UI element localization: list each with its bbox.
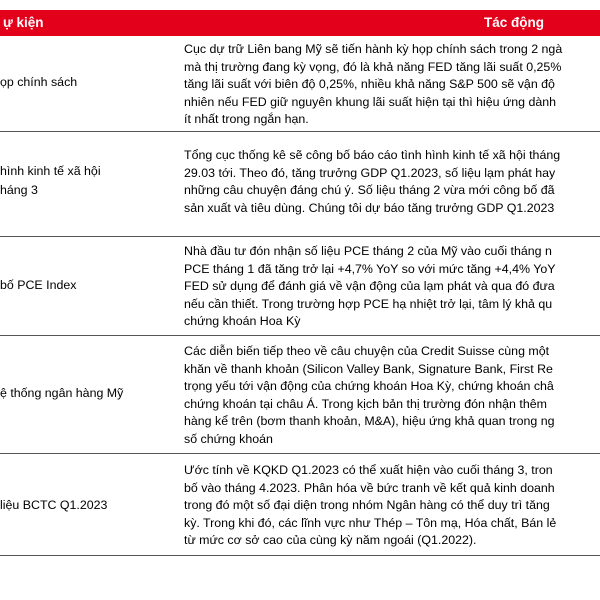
impact-text: khăn về thanh khoản (Silicon Valley Bank, Signature Bank, First Re [184,361,553,376]
impact-text: số chứng khoán [184,431,273,446]
header-impact-label: Tác động [484,15,544,30]
table-row [0,454,600,556]
impact-text: chứng khoán Hoa Kỳ [184,314,301,329]
impact-text: PCE tháng 1 đã tăng trở lại +4,7% YoY so với mức tăng +4,4% YoY [184,261,556,276]
impact-text: nếu cần thiết. Trong trường hợp PCE hạ nhiệt trở lại, tâm lý khả qu [184,296,553,311]
impact-text: trọng yếu tới vận động của chứng khoán Hoa Kỳ, chứng khoán châ [184,379,554,394]
impact-text: nhiên nếu FED giữ nguyên khung lãi suất hiện tại thì hiệu ứng dành [184,94,557,109]
impact-text: Nhà đầu tư đón nhận số liệu PCE tháng 2 của Mỹ vào cuối tháng n [184,244,552,258]
table-row [0,237,600,336]
impact-text: từ mức cơ sở cao của cùng kỳ năm ngoái (Q1.2022). [184,533,477,548]
impact-text: sản xuất và tiêu dùng. Chúng tôi dự báo tăng trưởng GDP Q1.2023 [184,200,555,215]
impact-text: Tổng cục thống kê sẽ công bố báo cáo tình hình kinh tế xã hội tháng [184,148,561,162]
impact-cell [184,462,600,550]
impact-text: chứng khoán tại châu Á. Trong kịch bản thị trường đón nhận thêm [184,396,547,411]
impact-text: Cục dự trữ Liên bang Mỹ sẽ tiến hành kỳ họp chính sách trong 2 ngà [184,42,563,56]
table-row [0,336,600,454]
impact-text: tăng lãi suất với biên độ 0,25%, nhiều khả năng S&P 500 sẽ vận độ [184,77,555,92]
impact-cell [184,147,600,217]
impact-cell [184,343,600,449]
table-header [0,10,600,36]
impact-text: 29.03 tới. Theo đó, tăng trưởng GDP Q1.2023, số liệu lạm phát hay [184,165,556,180]
impact-text: trong đó một số đại diện trong nhóm Ngân hàng có thể duy trì tăng [184,498,550,513]
impact-text: Các diễn biến tiếp theo về câu chuyện của Credit Suisse cùng một [184,344,550,358]
event-text: háng 3 [0,183,38,197]
event-cell [0,384,175,403]
event-text: ọp chính sách [0,75,78,89]
impact-text: mà thị trường đang kỳ vọng, đó là khả năng FED tăng lãi suất 0,25% [184,59,562,74]
impact-text: kỳ. Trong khi đó, các lĩnh vực như Thép – Tôn mạ, Hóa chất, Bán lẻ [184,515,557,530]
event-text: bố PCE Index [0,278,77,292]
event-cell [0,496,175,515]
impact-text: hàng kể trên (bơm thanh khoản, M&A), hiệu ứng khả quan trong ng [184,414,555,429]
impact-cell [184,243,600,331]
impact-text: ít nhất trong ngắn hạn. [184,112,309,127]
event-text: liệu BCTC Q1.2023 [0,498,108,512]
table-row [0,132,600,237]
impact-cell [184,41,600,129]
event-cell [0,73,175,92]
event-cell [0,162,175,200]
table-row [0,36,600,132]
impact-text: Ước tính về KQKD Q1.2023 có thể xuất hiện vào cuối tháng 3, tron [184,463,553,477]
event-cell [0,276,175,295]
event-text: hình kinh tế xã hội [0,164,101,178]
impact-text: bố vào tháng 4.2023. Phân hóa về bức tranh về kết quả kinh doanh [184,480,555,495]
event-text: ệ thống ngân hàng Mỹ [0,386,124,400]
impact-text: những câu chuyện đáng chú ý. Số liệu tháng 2 vừa mới công bố đã [184,183,555,198]
header-event-label: ự kiện [3,15,44,30]
impact-text: FED sử dụng để đánh giá về vận động của lạm phát và qua đó đưa [184,279,555,294]
